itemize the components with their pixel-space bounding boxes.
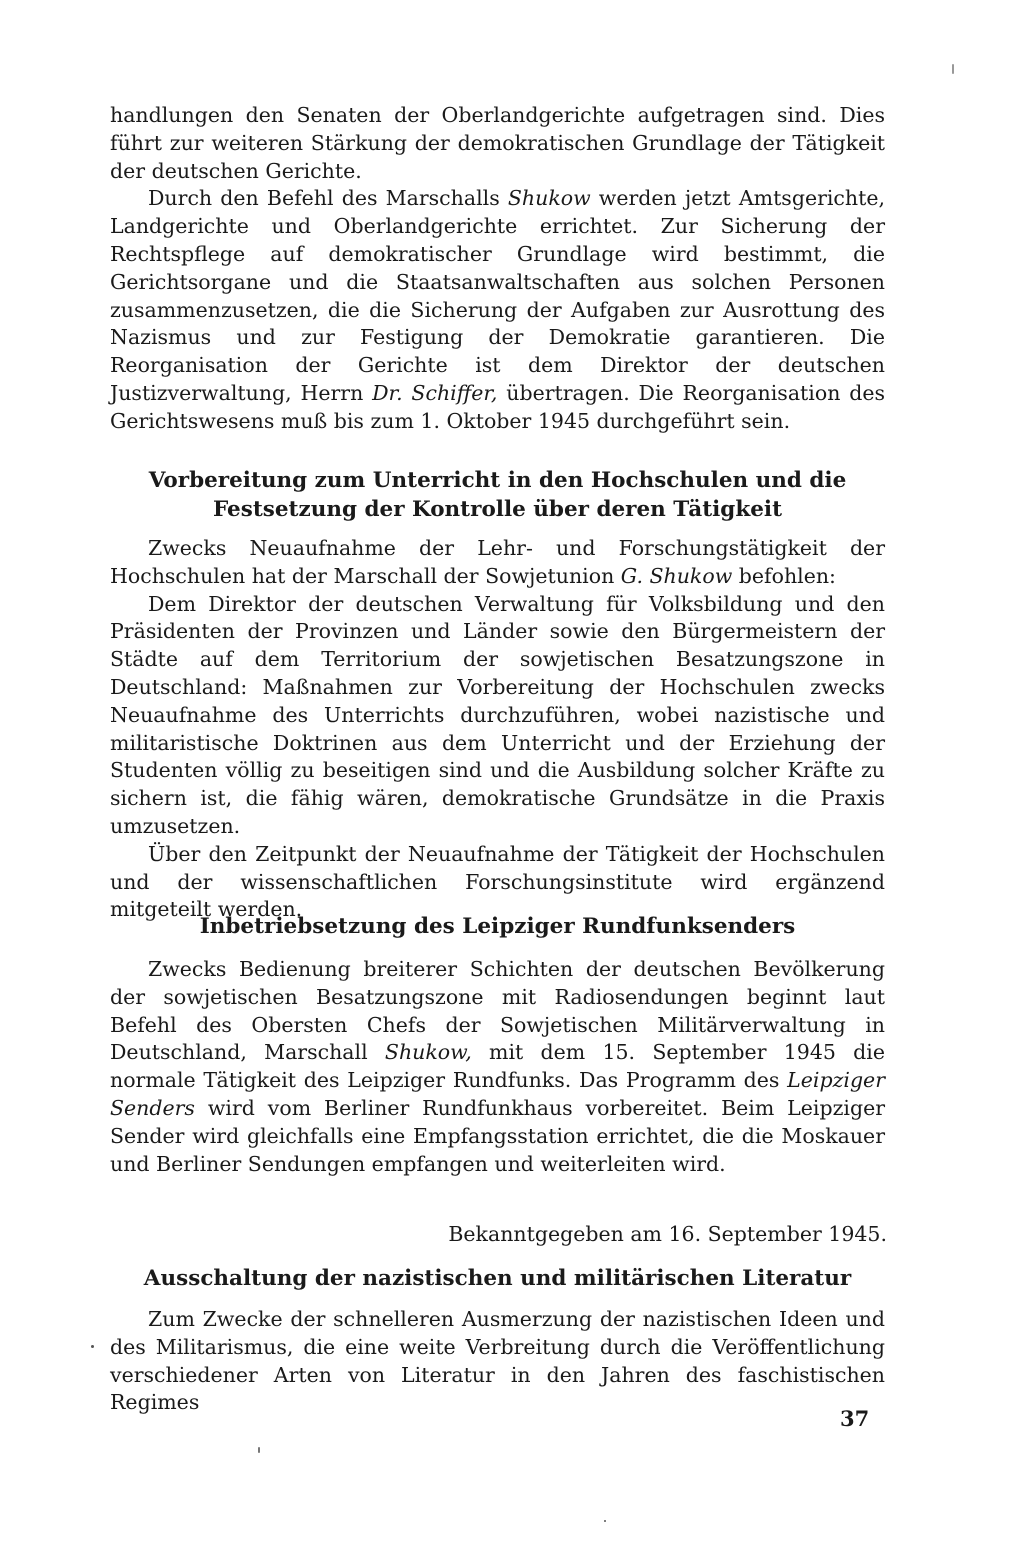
name-shukow: Shukow: [507, 186, 591, 211]
name-leipziger-senders: Leipziger Senders: [110, 1068, 885, 1120]
paragraph-courts-continued: handlungen den Senaten der Oberlandgerichte aufgetragen sind. Dies führt zur weiteren Stärkung der demokratischen Grundlage der Tätigkeit der deutschen Gerichte.: [110, 103, 885, 183]
paragraph-universities-intro: Zwecks Neuaufnahme der Lehr- und Forschungstätigkeit der Hochschulen hat der Marschall der Sowjetunion G. Shukow befohlen:: [110, 536, 885, 588]
paragraph-universities-order: Dem Direktor der deutschen Verwaltung für Volksbildung und den Präsidenten der Provinzen und Länder sowie den Bürgermeistern der Städte auf dem Territorium der sowjetischen Besatzungszone in Deutschland: Maßnahmen zur Vorbereitung der Hochschulen zwecks Neuaufnahme des Unterrichts durchzuführen, wobei nazistische und militaristische Doktrinen aus dem Unterricht und der Erziehung der Studenten völlig zu beseitigen sind und die Ausbildung solcher Kräfte zu sichern ist, die fähig wären, demokratische Grundsätze in die Praxis umzusetzen.: [110, 591, 885, 838]
name-g-shukow: G. Shukow: [620, 563, 733, 588]
scan-speck: [91, 1345, 94, 1348]
name-shukow-2: Shukow,: [384, 1040, 472, 1065]
section-literature-text: [110, 1306, 885, 1417]
paragraph-leipzig-radio: Zwecks Bedienung breiterer Schichten der deutschen Bevölkerung der sowjetischen Besatzungszone mit Radiosendungen beginnt laut Befehl des Obersten Chefs der Sowjetischen Militärverwaltung in Deutschland, Marschall Shukow, mit dem 15. September 1945 die normale Tätigkeit des Leipziger Rundfunks. Das Programm des Leipziger Senders wird vom Berliner Rundfunkhaus vorbereitet. Beim Leipziger Sender wird gleichfalls eine Empfangsstation errichtet, die die Moskauer und Berliner Sendungen empfangen und weiterleiten wird.: [110, 957, 885, 1176]
paragraph-universities-date: Über den Zeitpunkt der Neuaufnahme der Tätigkeit der Hochschulen und der wissenschaftlichen Forschungsinstitute wird ergänzend mitgeteilt werden.: [110, 841, 885, 922]
scan-speck: [604, 1520, 606, 1522]
scan-speck: [952, 64, 954, 74]
scan-speck: [258, 1447, 260, 1453]
section-leipzig-text: [110, 956, 885, 1178]
heading-leipzig-radio: Inbetriebsetzung des Leipziger Rundfunksenders: [199, 914, 796, 939]
continuation-text: [110, 102, 885, 436]
paragraph-court-reorganisation: Durch den Befehl des Marschalls Shukow werden jetzt Amtsgerichte, Landgerichte und Oberlandgerichte errichtet. Zur Sicherung der Rechtspflege auf demokratischer Grundlage wird bestimmt, die Gerichtsorgane und die Staatsanwaltschaften aus solchen Personen zusammenzusetzen, die die Sicherung der Aufgaben zur Ausrottung des Nazismus und zur Festigung der Demokratie garantieren. Die Reorganisation der Gerichte ist dem Direktor der deutschen Justizverwaltung, Herrn Dr. Schiffer, übertragen. Die Reorganisation des Gerichtswesens muß bis zum 1. Oktober 1945 durchgeführt sein.: [110, 186, 886, 433]
heading-universities: Vorbereitung zum Unterricht in den Hochschulen und die Festsetzung der Kontrolle über deren Tätigkeit: [148, 468, 847, 522]
announcement-date: Bekanntgegeben am 16. September 1945.: [448, 1222, 887, 1246]
name-schiffer: Dr. Schiffer,: [372, 380, 498, 405]
heading-literature: Ausschaltung der nazistischen und militärischen Literatur: [143, 1266, 852, 1291]
paragraph-literature: Zum Zwecke der schnelleren Ausmerzung der nazistischen Ideen und des Militarismus, die eine weite Verbreitung durch die Veröffentlichung verschiedener Arten von Literatur in den Jahren des faschistischen Regimes: [110, 1307, 885, 1415]
page-number: 37: [840, 1406, 870, 1431]
section-universities-text: [110, 535, 885, 924]
